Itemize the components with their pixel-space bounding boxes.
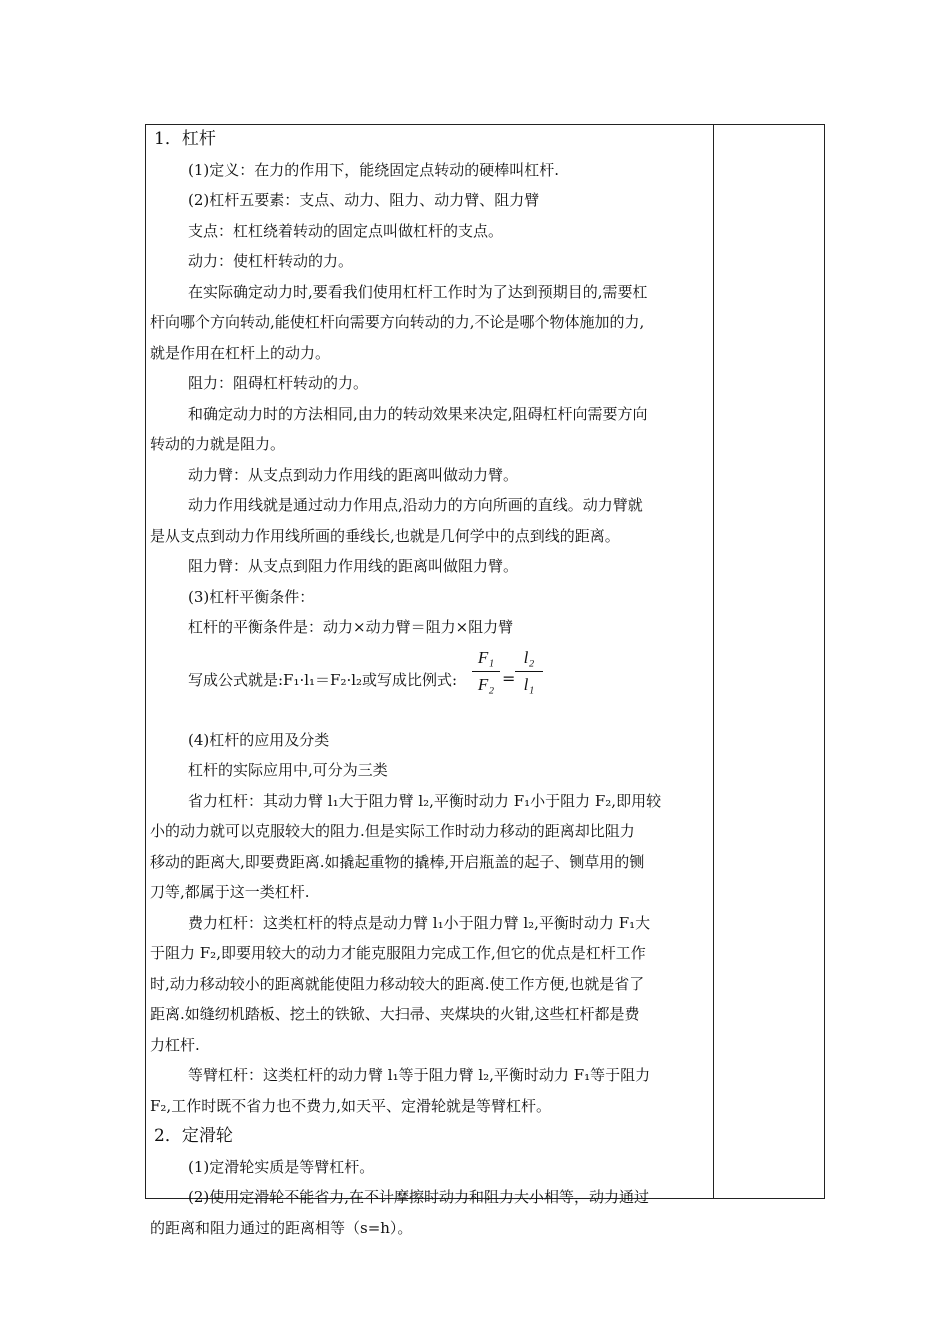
fraction-arm-numerator: l₂: [515, 645, 543, 672]
text-line: (1)定义：在力的作用下，能绕固定点转动的硬棒叫杠杆.: [188, 160, 560, 179]
text-line: 的距离和阻力通过的距离相等（s=h）。: [150, 1218, 413, 1237]
text-line: 阻力：阻碍杠杆转动的力。: [188, 374, 369, 392]
text-line: 小的动力就可以克服较大的阻力.但是实际工作时动力移动的距离却比阻力: [150, 822, 635, 840]
text-line: 杆向哪个方向转动,能使杠杆向需要方向转动的力,不论是哪个物体施加的力,: [150, 313, 645, 331]
column-divider: [713, 125, 714, 1198]
text-line: 移动的距离大,即要费距离.如撬起重物的撬棒,开启瓶盖的起子、铡草用的铡: [150, 852, 645, 871]
notes-column: [150, 124, 705, 1243]
text-line: F₂,工作时既不省力也不费力,如天平、定滑轮就是等臂杠杆。: [150, 1096, 551, 1115]
text-line: 时,动力移动较小的距离就能使阻力移动较大的距离.使工作方便,也就是省了: [150, 974, 645, 993]
equals-sign: =: [502, 668, 516, 688]
text-line: 和确定动力时的方法相同,由力的转动效果来决定,阻碍杠杆向需要方向: [188, 404, 648, 423]
text-line: 刀等,都属于这一类杠杆.: [150, 883, 310, 901]
text-line: (2)杠杆五要素：支点、动力、阻力、动力臂、阻力臂: [188, 191, 540, 209]
spacer: [150, 703, 705, 725]
text-line: 就是作用在杠杆上的动力。: [150, 343, 331, 362]
text-line: 动力作用线就是通过动力作用点,沿动力的方向所画的直线。动力臂就: [188, 496, 643, 514]
fraction-arm-denominator: l₁: [523, 674, 535, 694]
formula-intro: 写成公式就是:F₁·l₁＝F₂·l₂或写成比例式:: [188, 670, 458, 689]
text-line: 省力杠杆：其动力臂 l₁大于阻力臂 l₂,平衡时动力 F₁小于阻力 F₂,即用较: [188, 791, 662, 810]
text-line: 动力臂：从支点到动力作用线的距离叫做动力臂。: [188, 465, 519, 484]
text-line: 阻力臂：从支点到阻力作用线的距离叫做阻力臂。: [188, 557, 519, 575]
text-line: 动力：使杠杆转动的力。: [188, 252, 354, 270]
fraction-force-numerator: F₁: [472, 645, 500, 672]
section-heading: 1．杠杆: [154, 129, 216, 149]
text-line: 是从支点到动力作用线所画的垂线长,也就是几何学中的点到线的距离。: [150, 526, 620, 545]
text-line: 距离.如缝纫机踏板、挖土的铁锨、大扫帚、夹煤块的火钳,这些杠杆都是费: [150, 1005, 640, 1023]
text-block-lever-basics: [150, 124, 705, 643]
text-line: 等臂杠杆：这类杠杆的动力臂 l₁等于阻力臂 l₂,平衡时动力 F₁等于阻力: [188, 1066, 651, 1084]
text-line: (1)定滑轮实质是等臂杠杆。: [188, 1157, 375, 1176]
text-line: 支点：杠杠绕着转动的固定点叫做杠杆的支点。: [188, 221, 504, 240]
text-line: (4)杠杆的应用及分类: [188, 730, 330, 749]
text-line: 在实际确定动力时,要看我们使用杠杆工作时为了达到预期目的,需要杠: [188, 282, 648, 301]
fraction-force-denominator: F₂: [477, 674, 495, 694]
text-line: 于阻力 F₂,即要用较大的动力才能克服阻力完成工作,但它的优点是杠杆工作: [150, 944, 646, 962]
fraction-force: [472, 645, 500, 698]
fraction-arm: [515, 645, 543, 698]
text-line: 费力杠杆：这类杠杆的特点是动力臂 l₁小于阻力臂 l₂,平衡时动力 F₁大: [188, 913, 651, 932]
text-line: 转动的力就是阻力。: [150, 435, 286, 453]
section-heading: 2．定滑轮: [154, 1126, 233, 1146]
text-line: 杠杆的平衡条件是：动力×动力臂＝阻力×阻力臂: [188, 618, 514, 636]
text-line: (3)杠杆平衡条件：: [188, 587, 315, 606]
text-line: (2)使用定滑轮不能省力,在不计摩擦时动力和阻力大小相等，动力通过: [188, 1188, 650, 1206]
text-line: 力杠杆.: [150, 1035, 200, 1054]
text-line: 杠杆的实际应用中,可分为三类: [188, 761, 388, 779]
formula-row: [150, 643, 705, 703]
text-block-lever-types: [150, 725, 705, 1244]
